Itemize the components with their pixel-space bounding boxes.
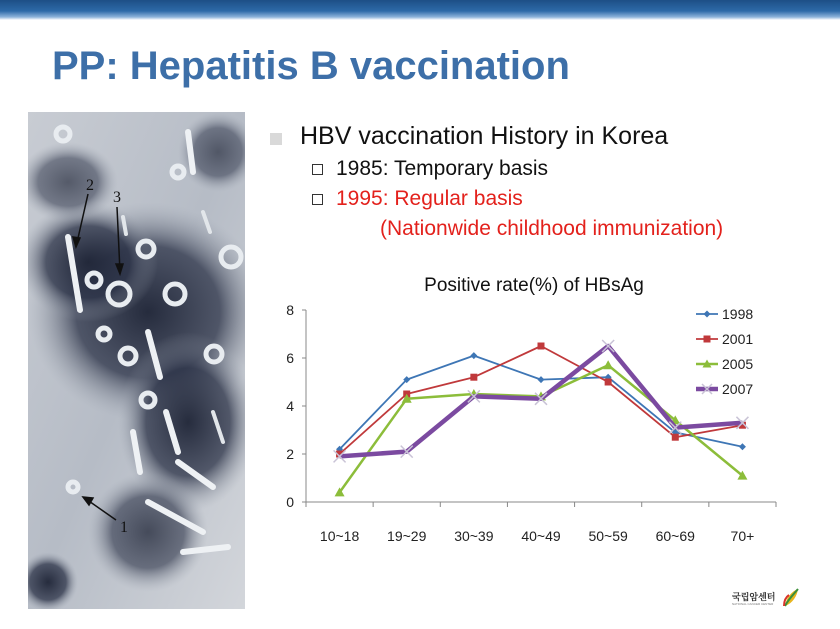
legend-label: 2001: [722, 331, 754, 347]
top-banner: [0, 0, 840, 20]
data-point-marker: [602, 340, 614, 352]
x-tick-label: 10~18: [319, 528, 360, 544]
data-point-marker: [605, 379, 612, 386]
hbsag-line-chart: [268, 262, 788, 552]
legend-item: [696, 306, 753, 322]
data-point-marker: [538, 376, 545, 383]
y-tick-label: 6: [286, 350, 294, 366]
logo-subtitle: NATIONAL CANCER CENTER: [732, 602, 774, 606]
legend-label: 2005: [722, 356, 754, 372]
y-tick-label: 2: [286, 446, 294, 462]
data-point-marker: [704, 311, 711, 318]
x-tick-label: 70+: [730, 528, 755, 544]
bullet-main: [268, 122, 828, 156]
legend-label: 2007: [722, 381, 754, 397]
y-tick-label: 8: [286, 302, 294, 318]
data-point-marker: [470, 352, 477, 359]
series-layer: [334, 340, 749, 496]
sub-bullet-1995-text: 1995: Regular basis: [336, 187, 523, 210]
legend-item: [696, 381, 753, 397]
x-axis: [306, 502, 776, 544]
y-axis: [286, 302, 306, 510]
x-tick-label: 50~59: [588, 528, 628, 544]
y-tick-label: 0: [286, 494, 294, 510]
data-point-marker: [470, 374, 477, 381]
sub-bullet-1985-text: 1985: Temporary basis: [336, 157, 549, 180]
bullet-main-text: HBV vaccination History in Korea: [300, 122, 669, 150]
sub-bullet-1985: [268, 156, 828, 186]
micrograph-label-2: 2: [86, 177, 94, 194]
x-tick-label: 40~49: [521, 528, 561, 544]
data-point-marker: [739, 443, 746, 450]
micrograph-drawing: [28, 112, 245, 609]
square-bullet-icon: [270, 133, 282, 145]
logo-leaf-icon: [782, 588, 800, 608]
data-point-marker: [672, 434, 679, 441]
legend-item: [696, 331, 753, 347]
data-point-marker: [704, 336, 711, 343]
x-tick-label: 60~69: [655, 528, 695, 544]
sub-bullet-1995-continuation-text: (Nationwide childhood immunization): [380, 217, 724, 240]
series-2007: [334, 340, 749, 462]
micrograph-label-1: 1: [120, 519, 128, 536]
hollow-square-bullet-icon: [312, 194, 323, 205]
bullet-list: [268, 122, 828, 246]
data-point-marker: [538, 343, 545, 350]
national-cancer-center-logo: [732, 588, 802, 610]
chart-legend: [696, 306, 753, 397]
x-tick-label: 30~39: [454, 528, 494, 544]
legend-item: [696, 356, 753, 372]
x-tick-label: 19~29: [387, 528, 427, 544]
sub-bullet-1995-continuation: [268, 216, 828, 246]
chart-title: Positive rate(%) of HBsAg: [424, 275, 644, 296]
y-tick-label: 4: [286, 398, 294, 414]
legend-label: 1998: [722, 306, 754, 322]
data-point-marker: [603, 360, 613, 369]
logo-name: 국립암센터: [732, 593, 776, 603]
slide-title: PP: Hepatitis B vaccination: [52, 44, 570, 88]
micrograph-label-3: 3: [113, 189, 121, 206]
electron-micrograph-image: [28, 112, 245, 609]
hollow-square-bullet-icon: [312, 164, 323, 175]
sub-bullet-1995: [268, 186, 828, 216]
